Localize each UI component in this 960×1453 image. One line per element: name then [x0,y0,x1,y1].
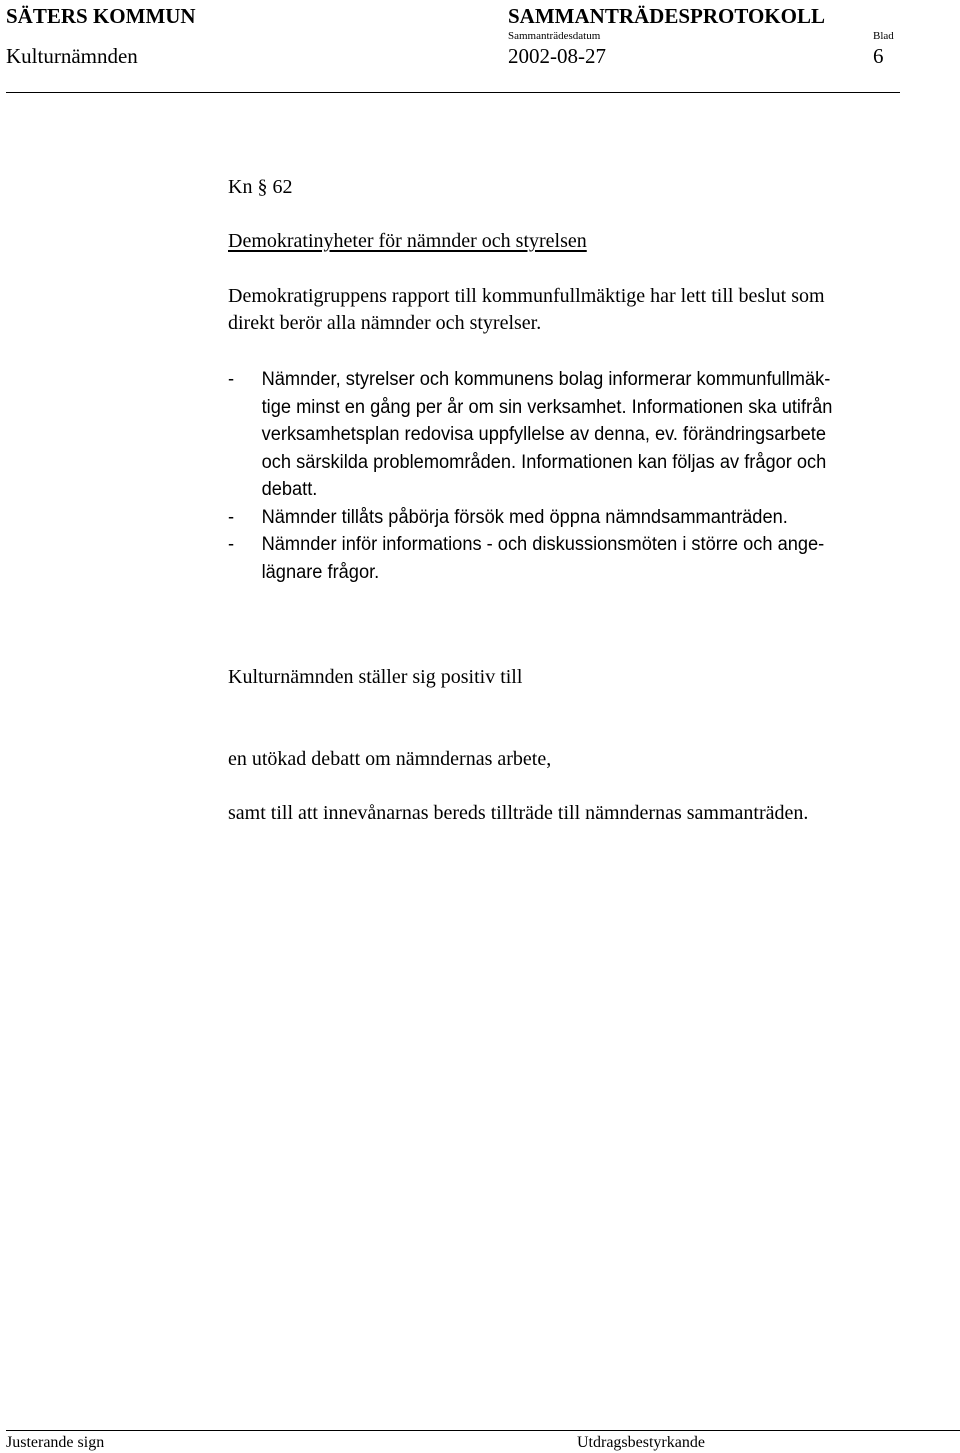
bullet-line: lägnare frågor. [261,561,380,583]
bullet-dash: - [228,369,235,390]
document-type: SAMMANTRÄDESPROTOKOLL [508,4,825,28]
intro-line: direkt berör alla nämnder och styrelser. [228,312,542,334]
municipality-name: SÄTERS KOMMUN [6,4,196,28]
decision-item: en utökad debatt om nämndernas arbete, [228,748,552,770]
page-number: 6 [873,44,884,68]
bullet-line: och särskilda problemområden. Informationen kan följas av frågor och [261,451,827,473]
paragraph-number: Kn § 62 [228,176,293,198]
bullet-line: verksamhetsplan redovisa uppfyllelse av denna, ev. förändringsarbete [261,424,827,445]
committee-name: Kulturnämnden [6,44,138,68]
decision-bullet-list [228,366,929,586]
bullet-line: tige minst en gång per år om sin verksamhet. Informationen ska utifrån [261,396,833,418]
decision-item: samt till att innevånarnas bereds tillträde till nämndernas sammanträden. [228,802,809,824]
section-title: Demokratinyheter för nämnder och styrelsen [228,230,587,252]
bullet-line: Nämnder, styrelser och kommunens bolag informerar kommunfullmäk- [261,369,831,390]
bullet-line: Nämnder inför informations - och diskussionsmöten i större och ange- [261,534,825,555]
extract-certification-label: Utdragsbestyrkande [577,1434,705,1451]
bullet-line: debatt. [261,479,318,500]
date-label: Sammanträdesdatum [508,30,601,42]
footer-rule [6,1430,960,1431]
bullet-dash: - [228,534,235,555]
bullet-line: Nämnder tillåts påbörja försök med öppna nämndsammanträden. [261,506,788,528]
decision-lead: Kulturnämnden ställer sig positiv till [228,666,523,688]
bullet-item [228,504,929,532]
header-rule [6,92,900,93]
signature-label: Justerande sign [6,1434,105,1451]
bullet-dash: - [228,506,235,528]
intro-line: Demokratigruppens rapport till kommunfullmäktige har lett till beslut som [228,285,825,307]
bullet-item [228,531,929,586]
page-label: Blad [873,30,894,42]
bullet-item [228,366,929,504]
meeting-date: 2002-08-27 [508,44,606,68]
